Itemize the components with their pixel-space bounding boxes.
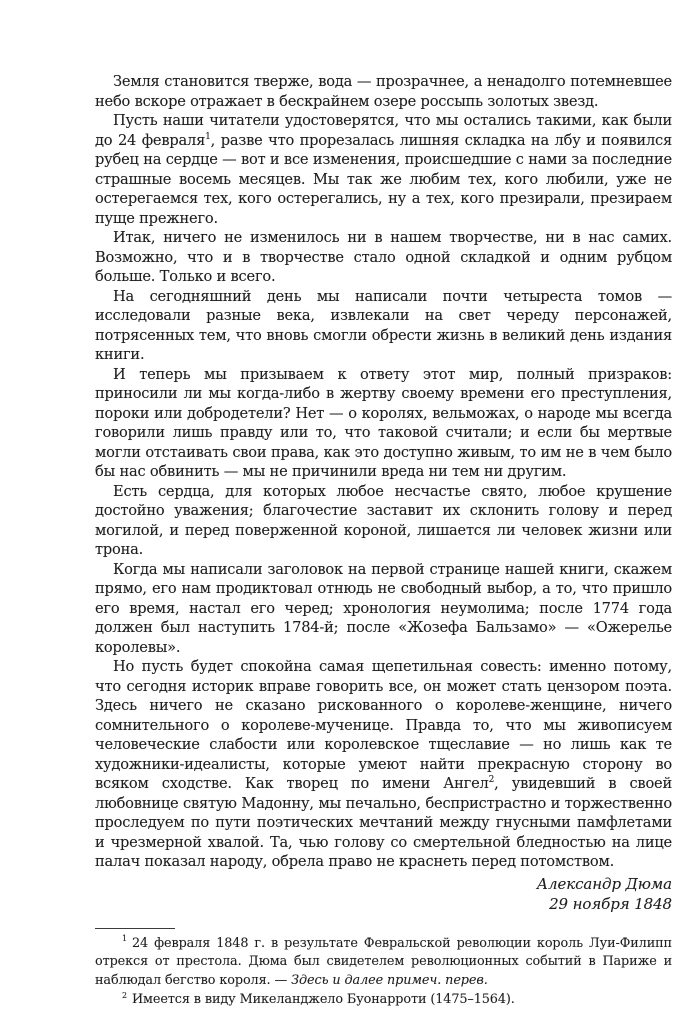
footnote-translator-note: Здесь и далее примеч. перев. (291, 973, 488, 989)
signature-author: Александр Дюма (536, 874, 672, 893)
footnote-divider (95, 928, 175, 929)
paragraph-text: И теперь мы призываем к ответу этот мир, полный призраков: приносили ли мы когда-либо в жертву своему времени его преступления, пороки или добродетели? Нет — о королях, вельможах, о народе мы всегда говорили лишь правду или то, что таковой считали; и если бы мертвые могли отстаивать свои права, как это доступно живым, то им не в чем было бы нас обвинить — мы не причинили вреда ни тем ни другим. (95, 365, 672, 480)
footnotes-section (95, 935, 672, 1010)
preface-text-block (95, 72, 672, 1010)
paragraph-text: Итак, ничего не изменилось ни в нашем творчестве, ни в нас самих. Возможно, что и в творчестве стало одной складкой и одним рубцом больше. Только и всего. (95, 229, 672, 285)
footnote-marker-1: 1 (122, 934, 127, 944)
paragraph-text: На сегодняшний день мы написали почти четыреста томов — исследовали разные века, извлекали на свет череду персонажей, потрясенных тем, что вновь смогли обрести жизнь в великий день издания книги. (95, 287, 672, 363)
footnote-ref-1: 1 (205, 131, 211, 142)
signature-block (95, 874, 672, 915)
footnote (95, 935, 672, 991)
footnote-text: Имеется в виду Микеланджело Буонарроти (1475–1564). (131, 991, 515, 1007)
paragraph-text: , увидевший в своей любовнице святую Мадонну, мы печально, беспристрастно и торжественно проследуем по пути поэтических мечтаний между гнусными памфлетами и чрезмерной хвалой. Та, чью голову со смертельной бледностью на лице палач показал народу, обрела право не краснеть перед потомством. (95, 775, 672, 870)
paragraph (95, 365, 672, 482)
footnote-text: 24 февраля 1848 г. в результате Февральской революции король Луи-Филипп отрекся от престола. Дюма был свидетелем революционных событий в Париже и наблюдал бегство короля. — (95, 935, 672, 989)
paragraph (95, 228, 672, 287)
footnote (95, 991, 672, 1010)
paragraph-text: Есть сердца, для которых любое несчастье свято, любое крушение достойно уважения; благочестие заставит их склонить голову и перед могилой, и перед поверженной короной, лишается ли человек жизни или трона. (95, 482, 672, 558)
paragraph (95, 111, 672, 228)
paragraph (95, 560, 672, 658)
paragraph-text: , разве что прорезалась лишняя складка на лбу и появился рубец на сердце — вот и все изменения, происшедшие с нами за последние страшные восемь месяцев. Мы так же любим тех, кого любили, уже не остерегаемся тех, кого остерегались, ну а тех, кого презирали, презираем пуще прежнего. (95, 131, 672, 227)
paragraph-text: Когда мы написали заголовок на первой странице нашей книги, скажем прямо, его нам продиктовал отнюдь не свободный выбор, а то, что пришло его время, настал его черед; хронология неумолима; после 1774 года должен был наступить 1784-й; после «Жозефа Бальзамо» — «Ожерелье королевы». (95, 560, 672, 656)
paragraph (95, 72, 672, 111)
paragraph-text: Пусть наши читатели удостоверятся, что мы остались такими, как были до 24 февраля (95, 112, 672, 149)
paragraph (95, 482, 672, 560)
footnote-ref-2: 2 (488, 775, 495, 786)
signature-date: 29 ноября 1848 (549, 895, 672, 913)
footnote-marker-2: 2 (122, 990, 127, 1000)
paragraph (95, 657, 672, 872)
paragraph-text: Но пусть будет спокойна самая щепетильная совесть: именно потому, что сегодня историк вправе говорить все, он может стать цензором поэта. Здесь ничего не сказано рискованного о королеве-женщине, ничего сомнительного о королеве-мученице. Правда то, что мы живописуем человеческие слабости или королевское тщеславие — но лишь как те художники-идеалисты, которые умеют найти прекрасную сторону во всяком сходстве. Как творец по имени Ангел (95, 658, 672, 792)
paragraph (95, 287, 672, 365)
paragraph-text: Земля становится тверже, вода — прозрачнее, а ненадолго потемневшее небо вскоре отражает в бескрайнем озере россыпь золотых звезд. (95, 73, 672, 110)
